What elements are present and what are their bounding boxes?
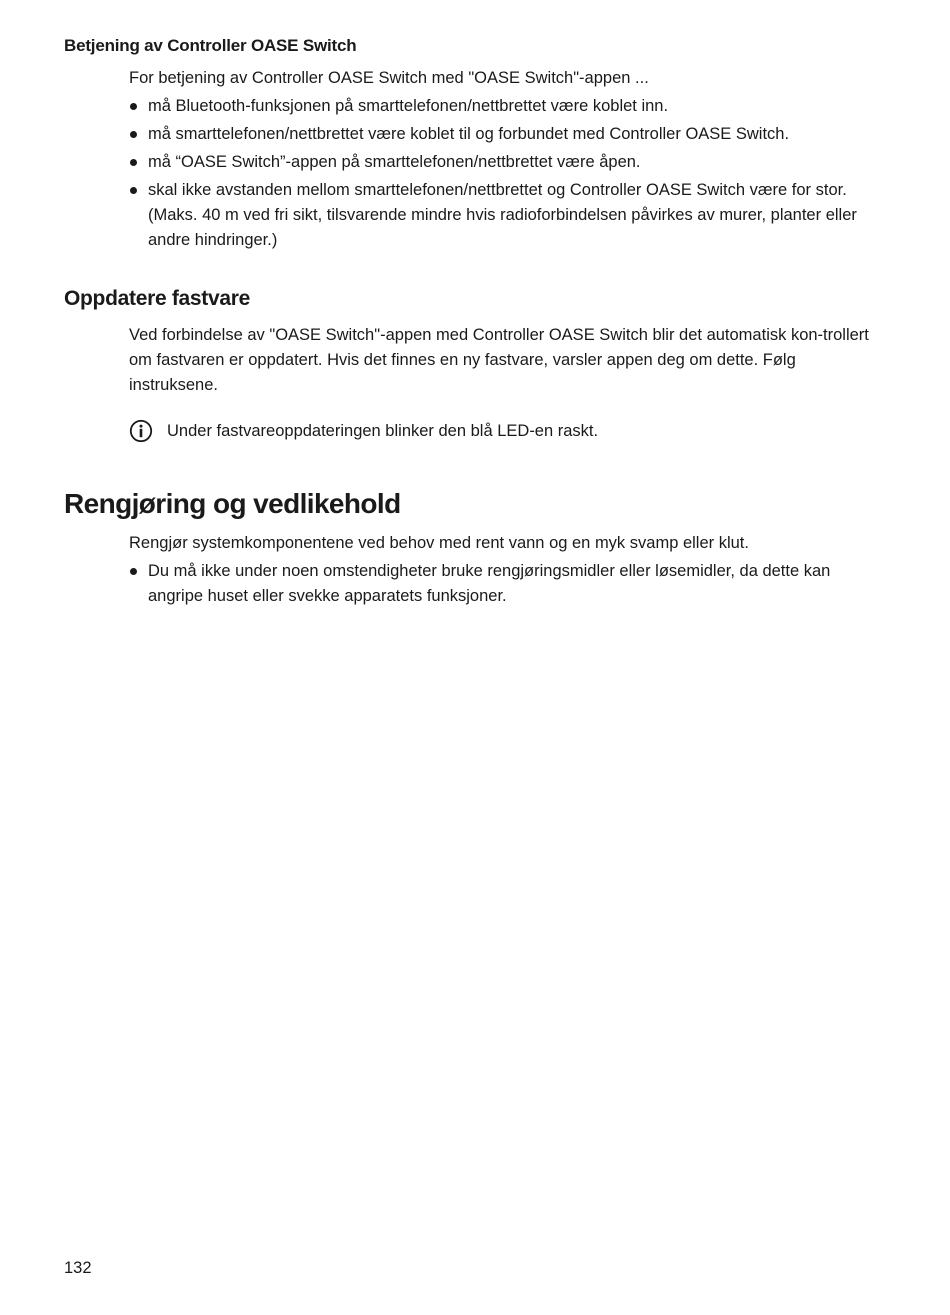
bullet-icon (130, 568, 137, 575)
section-heading-operation: Betjening av Controller OASE Switch (64, 36, 357, 55)
bullet-icon (130, 187, 137, 194)
section-heading-firmware: Oppdatere fastvare (64, 287, 251, 310)
list-item: Du må ikke under noen omstendigheter bruke rengjøringsmidler eller løsemidler, da dette kan angripe huset eller svekke apparatets funksjoner. (129, 559, 889, 609)
operation-intro: For betjening av Controller OASE Switch med "OASE Switch"-appen ... (129, 69, 649, 87)
firmware-note (129, 418, 598, 444)
list-item: skal ikke avstanden mellom smarttelefonen/nettbrettet og Controller OASE Switch være for stor. (Maks. 40 m ved fri sikt, tilsvarende mindre hvis radioforbindelsen påvirkes av murer, planter eller andre hindringer.) (129, 178, 889, 253)
list-item: må Bluetooth-funksjonen på smarttelefonen/nettbrettet være koblet inn. (129, 94, 889, 119)
cleaning-warnings-list (129, 559, 889, 609)
section-heading-cleaning: Rengjøring og vedlikehold (64, 488, 401, 519)
section-cleaning-body (129, 531, 889, 612)
operation-requirements-list (129, 94, 889, 253)
section-operation-body (129, 66, 889, 256)
page-number: 132 (64, 1259, 92, 1277)
bullet-icon (130, 159, 137, 166)
firmware-note-text: Under fastvareoppdateringen blinker den blå LED-en raskt. (167, 421, 599, 440)
info-icon (129, 419, 153, 443)
list-item: må “OASE Switch”-appen på smarttelefonen/nettbrettet være åpen. (129, 150, 889, 175)
firmware-paragraph: Ved forbindelse av "OASE Switch"-appen med Controller OASE Switch blir det automatisk kon-trollert om fastvaren er oppdatert. Hvis det finnes en ny fastvare, varsler appen deg om dette. Følg instruksene. (129, 326, 869, 394)
cleaning-paragraph: Rengjør systemkomponentene ved behov med rent vann og en myk svamp eller klut. (129, 534, 749, 552)
bullet-icon (130, 131, 137, 138)
list-item: må smarttelefonen/nettbrettet være koblet til og forbundet med Controller OASE Switch. (129, 122, 889, 147)
section-firmware-body (129, 323, 889, 398)
bullet-icon (130, 103, 137, 110)
